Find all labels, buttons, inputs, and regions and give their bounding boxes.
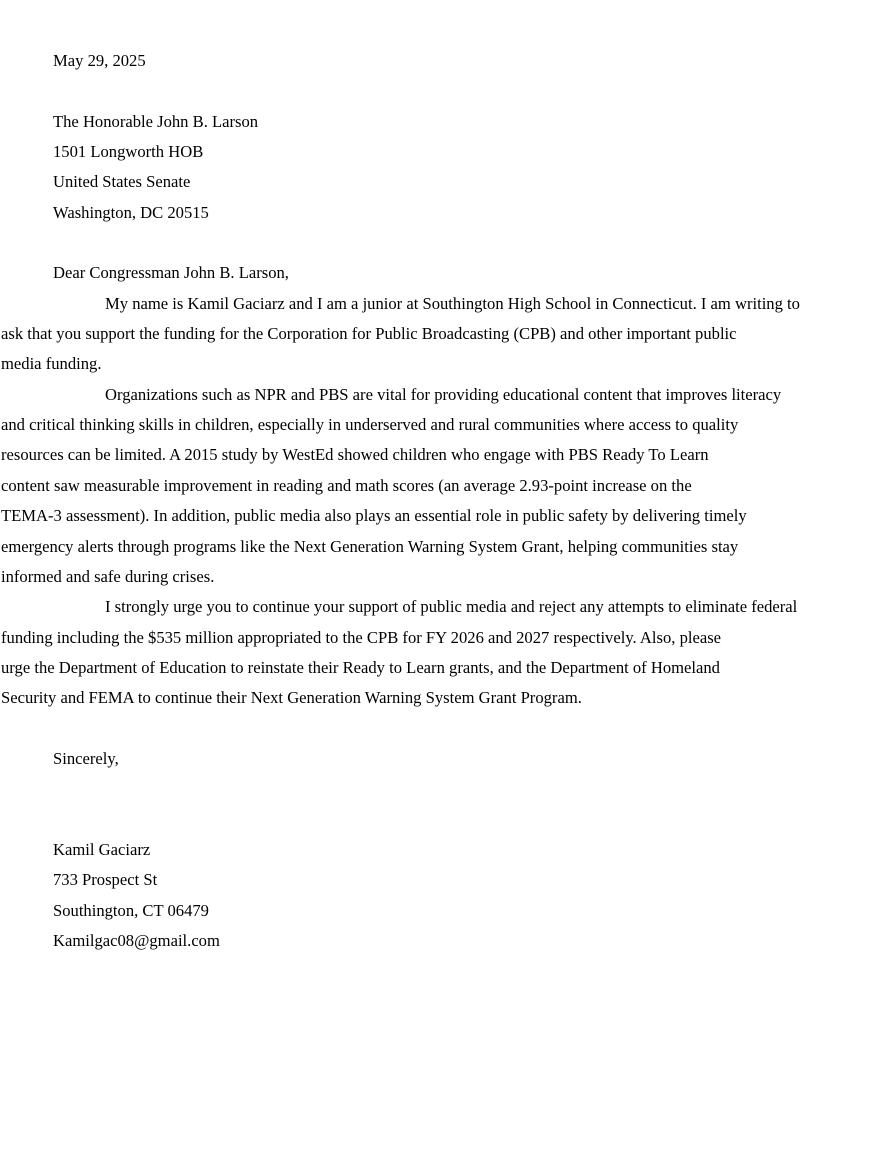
recipient-name: The Honorable John B. Larson bbox=[53, 111, 259, 131]
paragraph-line: funding including the $535 million appropriated to the CPB for FY 2026 and 2027 respectively. Also, please bbox=[1, 627, 722, 647]
sender-block bbox=[53, 835, 853, 956]
paragraph-line: media funding. bbox=[1, 354, 102, 374]
recipient-address-line1: 1501 Longworth HOB bbox=[53, 142, 204, 162]
spacer bbox=[53, 714, 853, 744]
sender-name: Kamil Gaciarz bbox=[53, 839, 151, 859]
body-paragraph-2 bbox=[1, 380, 849, 592]
salutation: Dear Congressman John B. Larson, bbox=[53, 263, 289, 283]
paragraph-line: resources can be limited. A 2015 study by WestEd showed children who engage with PBS Ready To Learn bbox=[1, 445, 709, 465]
paragraph-line: I strongly urge you to continue your support of public media and reject any attempts to eliminate federal bbox=[105, 597, 798, 617]
spacer bbox=[53, 228, 853, 258]
spacer bbox=[53, 76, 853, 106]
body-paragraph-1 bbox=[1, 289, 849, 380]
letter-page bbox=[1, 46, 853, 956]
paragraph-line: emergency alerts through programs like the Next Generation Warning System Grant, helping communities stay bbox=[1, 536, 739, 556]
paragraph-line: TEMA-3 assessment). In addition, public media also plays an essential role in public safety by delivering timely bbox=[1, 506, 747, 526]
paragraph-line: Security and FEMA to continue their Next Generation Warning System Grant Program. bbox=[1, 688, 582, 708]
paragraph-line: content saw measurable improvement in reading and math scores (an average 2.93-point increase on the bbox=[1, 475, 692, 495]
recipient-address-line3: Washington, DC 20515 bbox=[53, 202, 209, 222]
signature-space bbox=[53, 774, 853, 835]
closing: Sincerely, bbox=[53, 748, 119, 768]
paragraph-line: ask that you support the funding for the Corporation for Public Broadcasting (CPB) and other important public bbox=[1, 324, 737, 344]
body-paragraph-3 bbox=[1, 592, 849, 713]
paragraph-line: Organizations such as NPR and PBS are vital for providing educational content that improves literacy bbox=[105, 384, 782, 404]
paragraph-line: informed and safe during crises. bbox=[1, 566, 215, 586]
letter-date: May 29, 2025 bbox=[53, 51, 146, 70]
paragraph-line: urge the Department of Education to reinstate their Ready to Learn grants, and the Department of Homeland bbox=[1, 657, 720, 677]
sender-address-line2: Southington, CT 06479 bbox=[53, 900, 209, 920]
recipient-address-line2: United States Senate bbox=[53, 172, 191, 192]
paragraph-line: My name is Kamil Gaciarz and I am a junior at Southington High School in Connecticut. I am writing to bbox=[105, 293, 800, 313]
sender-email: Kamilgac08@gmail.com bbox=[53, 930, 220, 950]
recipient-block bbox=[53, 107, 853, 228]
sender-address-line1: 733 Prospect St bbox=[53, 870, 158, 890]
paragraph-line: and critical thinking skills in children, especially in underserved and rural communities where access to quality bbox=[1, 415, 739, 435]
